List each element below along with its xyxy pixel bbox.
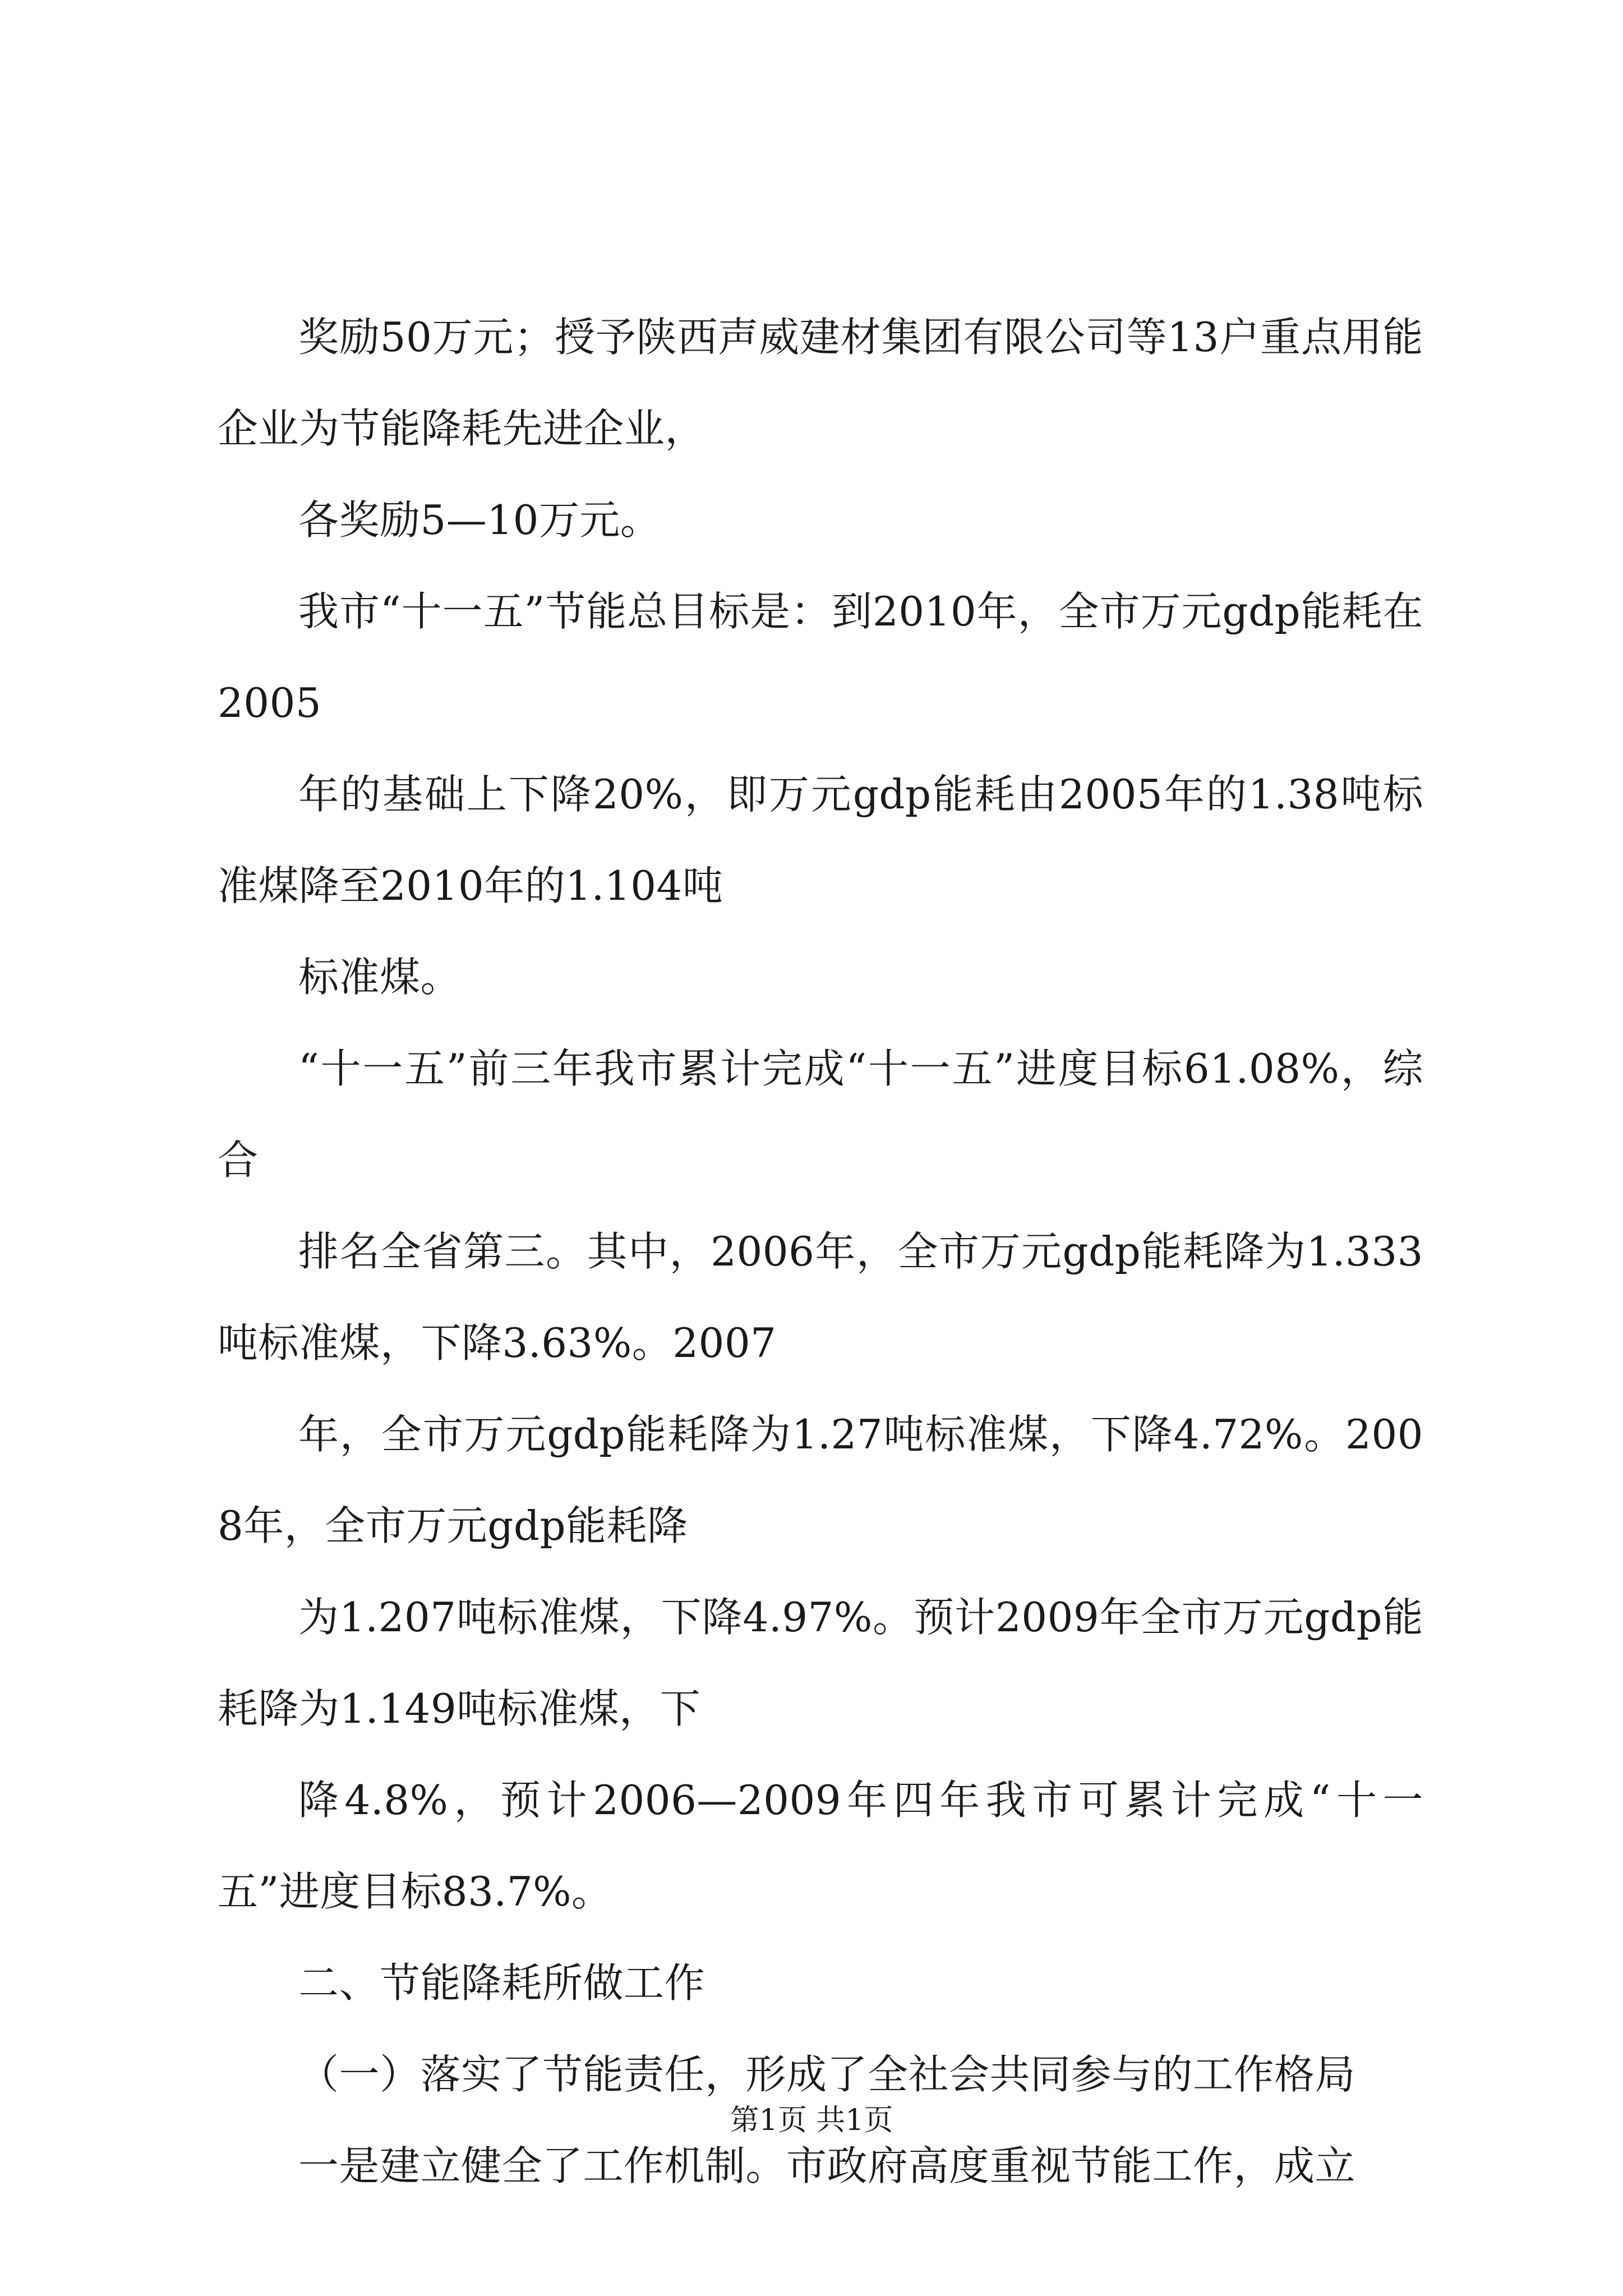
subsection-heading: （一）落实了节能责任，形成了全社会共同参与的工作格局 <box>298 2051 1356 2098</box>
paragraph-4: 年的基础上下降20%，即万元gdp能耗由2005年的1.38吨标准煤降至2010年的1.104吨 <box>218 771 1423 909</box>
paragraph-7: 排名全省第三。其中，2006年，全市万元gdp能耗降为1.333吨标准煤，下降3.63%。2007 <box>218 1228 1423 1366</box>
paragraph-5: 标准煤。 <box>298 954 462 1001</box>
paragraph-8: 年，全市万元gdp能耗降为1.27吨标准煤，下降4.72%。2008年，全市万元gdp能耗降 <box>218 1411 1423 1549</box>
paragraph-1: 奖励50万元；授予陕西声威建材集团有限公司等13户重点用能企业为节能降耗先进企业， <box>218 314 1423 452</box>
paragraph-3: 我市“十一五”节能总目标是：到2010年，全市万元gdp能耗在2005 <box>218 588 1423 726</box>
paragraph-13: 一是建立健全了工作机制。市政府高度重视节能工作，成立 <box>298 2142 1356 2189</box>
paragraph-10: 降4.8%，预计2006—2009年四年我市可累计完成“十一五”进度目标83.7%。 <box>218 1777 1423 1915</box>
paragraph-6: “十一五”前三年我市累计完成“十一五”进度目标61.08%，综合 <box>218 1045 1423 1184</box>
paragraph-2: 各奖励5—10万元。 <box>298 496 661 544</box>
document-body <box>218 292 1423 2212</box>
paragraph-9: 为1.207吨标准煤，下降4.97%。预计2009年全市万元gdp能耗降为1.149吨标准煤，下 <box>218 1594 1423 1732</box>
page-footer: 第1页 共1页 <box>730 2104 893 2137</box>
section-heading: 二、节能降耗所做工作 <box>298 1959 706 2007</box>
